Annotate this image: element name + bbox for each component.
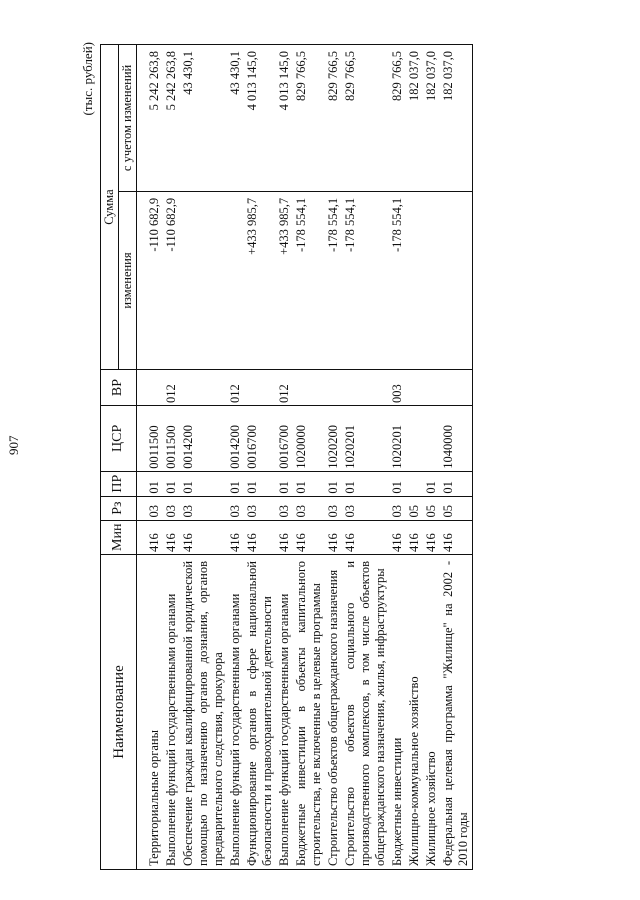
cell-vr: 012 <box>227 370 244 406</box>
table-row <box>276 45 293 870</box>
table-row <box>163 45 180 870</box>
table-row <box>325 45 342 870</box>
table-row <box>293 45 325 870</box>
header-csr: ЦСР <box>101 405 137 471</box>
table-row <box>406 45 423 870</box>
cell-total: 4 013 145,0 <box>244 45 276 192</box>
cell-change <box>440 191 473 369</box>
cell-min: 416 <box>227 520 244 554</box>
cell-rz: 03 <box>293 496 325 520</box>
table-row <box>440 45 473 870</box>
units-label: (тыс. рублей) <box>80 42 95 116</box>
header-rz: Рз <box>101 496 137 520</box>
cell-name: Выполнение функций государственными органами <box>163 554 180 869</box>
table-row <box>244 45 276 870</box>
table-row <box>423 45 440 870</box>
budget-table <box>100 44 473 870</box>
cell-csr <box>406 405 423 471</box>
cell-pr: 01 <box>137 471 164 496</box>
cell-csr: 1020201 <box>389 405 406 471</box>
cell-pr: 01 <box>163 471 180 496</box>
cell-min: 416 <box>325 520 342 554</box>
cell-rz: 05 <box>440 496 473 520</box>
cell-min: 416 <box>293 520 325 554</box>
cell-change: -178 554,1 <box>293 191 325 369</box>
header-vr: ВР <box>101 370 137 406</box>
cell-pr: 01 <box>244 471 276 496</box>
cell-total: 182 037,0 <box>423 45 440 192</box>
cell-change: -178 554,1 <box>389 191 406 369</box>
cell-pr: 01 <box>276 471 293 496</box>
cell-csr: 0016700 <box>244 405 276 471</box>
cell-rz: 03 <box>163 496 180 520</box>
cell-csr: 0014200 <box>180 405 227 471</box>
cell-vr <box>342 370 389 406</box>
cell-total: 5 242 263,8 <box>137 45 164 192</box>
cell-vr <box>325 370 342 406</box>
cell-csr: 1020201 <box>342 405 389 471</box>
cell-total: 829 766,5 <box>342 45 389 192</box>
cell-name: Обеспечение граждан квалифицированной юридической помощью по назначению органов дознания, органов предварительного следствия, прокурора <box>180 554 227 869</box>
cell-vr <box>423 370 440 406</box>
cell-vr <box>137 370 164 406</box>
cell-total: 43 430,1 <box>227 45 244 192</box>
cell-pr: 01 <box>440 471 473 496</box>
cell-csr: 0014200 <box>227 405 244 471</box>
cell-change: -178 554,1 <box>342 191 389 369</box>
cell-rz: 03 <box>227 496 244 520</box>
cell-csr: 0011500 <box>163 405 180 471</box>
cell-name: Выполнение функций государственными органами <box>276 554 293 869</box>
header-change: изменения <box>119 191 137 369</box>
cell-rz: 05 <box>406 496 423 520</box>
header-sum: Сумма <box>101 45 119 370</box>
cell-rz: 03 <box>389 496 406 520</box>
cell-rz: 03 <box>342 496 389 520</box>
cell-csr: 1020000 <box>293 405 325 471</box>
cell-vr: 012 <box>163 370 180 406</box>
cell-total: 5 242 263,8 <box>163 45 180 192</box>
cell-change: -110 682,9 <box>163 191 180 369</box>
cell-pr: 01 <box>423 471 440 496</box>
cell-pr: 01 <box>180 471 227 496</box>
cell-csr: 0016700 <box>276 405 293 471</box>
cell-vr <box>244 370 276 406</box>
cell-pr: 01 <box>325 471 342 496</box>
page-number: 907 <box>6 435 21 455</box>
cell-vr: 012 <box>276 370 293 406</box>
cell-name: Территориальные органы <box>137 554 164 869</box>
cell-change <box>227 191 244 369</box>
cell-pr: 01 <box>227 471 244 496</box>
cell-min: 416 <box>244 520 276 554</box>
table-body <box>137 45 473 870</box>
cell-csr <box>423 405 440 471</box>
cell-total: 182 037,0 <box>440 45 473 192</box>
cell-pr: 01 <box>342 471 389 496</box>
cell-vr <box>180 370 227 406</box>
cell-rz: 05 <box>423 496 440 520</box>
cell-name: Строительство объектов общегражданского назначения <box>325 554 342 869</box>
cell-name: Функционирование органов в сфере национальной безопасности и правоохранительной деятельности <box>244 554 276 869</box>
cell-vr <box>293 370 325 406</box>
cell-total: 829 766,5 <box>325 45 342 192</box>
table-row <box>180 45 227 870</box>
header-total: с учетом изменений <box>119 45 137 192</box>
cell-change: -178 554,1 <box>325 191 342 369</box>
cell-min: 416 <box>423 520 440 554</box>
cell-rz: 03 <box>244 496 276 520</box>
cell-total: 829 766,5 <box>293 45 325 192</box>
rotated-page <box>80 40 640 870</box>
cell-name: Бюджетные инвестиции в объекты капитального строительства, не включенные в целевые программы <box>293 554 325 869</box>
cell-name: Жилищное хозяйство <box>423 554 440 869</box>
cell-rz: 03 <box>276 496 293 520</box>
cell-change <box>406 191 423 369</box>
cell-name: Бюджетные инвестиции <box>389 554 406 869</box>
header-min: Мин <box>101 520 137 554</box>
cell-min: 416 <box>276 520 293 554</box>
cell-change: -110 682,9 <box>137 191 164 369</box>
cell-name: Выполнение функций государственными органами <box>227 554 244 869</box>
cell-vr: 003 <box>389 370 406 406</box>
cell-csr: 0011500 <box>137 405 164 471</box>
cell-min: 416 <box>389 520 406 554</box>
table-row <box>389 45 406 870</box>
cell-name: Федеральная целевая программа "Жилище" на 2002 - 2010 годы <box>440 554 473 869</box>
cell-rz: 03 <box>180 496 227 520</box>
cell-name: Жилищно-коммунальное хозяйство <box>406 554 423 869</box>
cell-csr: 1040000 <box>440 405 473 471</box>
cell-min: 416 <box>137 520 164 554</box>
cell-change <box>180 191 227 369</box>
cell-pr: 01 <box>389 471 406 496</box>
cell-change: +433 985,7 <box>244 191 276 369</box>
cell-total: 43 430,1 <box>180 45 227 192</box>
cell-pr: 01 <box>293 471 325 496</box>
cell-total: 4 013 145,0 <box>276 45 293 192</box>
cell-total: 829 766,5 <box>389 45 406 192</box>
cell-min: 416 <box>180 520 227 554</box>
cell-min: 416 <box>406 520 423 554</box>
cell-change: +433 985,7 <box>276 191 293 369</box>
cell-rz: 03 <box>325 496 342 520</box>
cell-vr <box>440 370 473 406</box>
cell-min: 416 <box>163 520 180 554</box>
table-row <box>342 45 389 870</box>
cell-min: 416 <box>342 520 389 554</box>
cell-change <box>423 191 440 369</box>
header-name: Наименование <box>101 554 137 869</box>
cell-csr: 1020200 <box>325 405 342 471</box>
header-pr: ПР <box>101 471 137 496</box>
cell-name: Строительство объектов социального и производственного комплексов, в том числе объектов общегражданского назначения, жилья, инфраструктуры <box>342 554 389 869</box>
table-header <box>101 45 137 870</box>
table-row <box>137 45 164 870</box>
table-row <box>227 45 244 870</box>
cell-min: 416 <box>440 520 473 554</box>
cell-vr <box>406 370 423 406</box>
cell-pr <box>406 471 423 496</box>
cell-rz: 03 <box>137 496 164 520</box>
cell-total: 182 037,0 <box>406 45 423 192</box>
